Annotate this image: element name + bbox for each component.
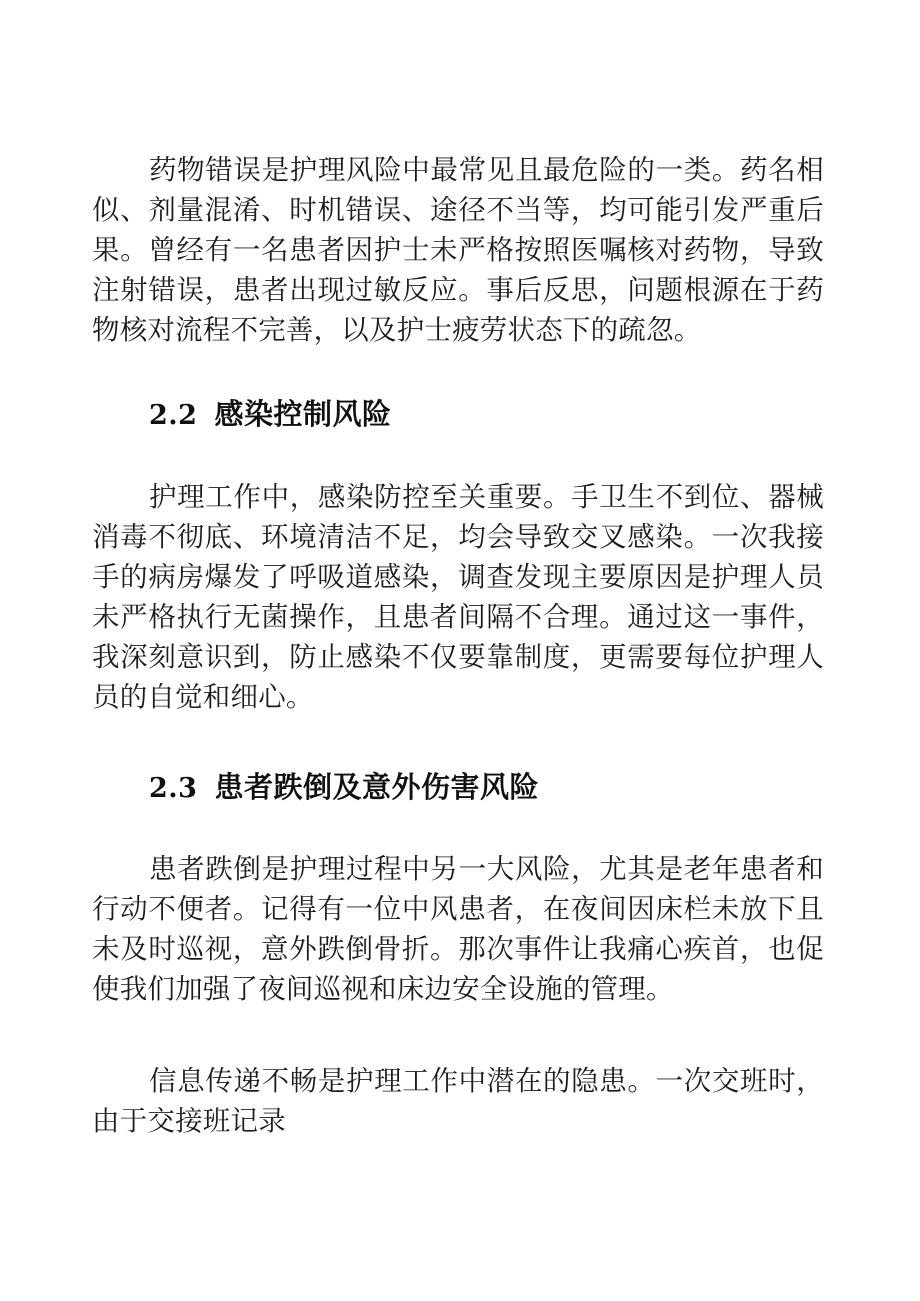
heading-2-2 — [92, 392, 824, 440]
spacer-before-handover-paragraph — [92, 1009, 824, 1061]
heading-2-3-number: 2.3 — [149, 773, 198, 804]
spacer-before-heading-2-2 — [92, 350, 824, 392]
paragraph-information-handover: 信息传递不畅是护理工作中潜在的隐患。一次交班时，由于交接班记录 — [92, 1065, 824, 1137]
heading-2-3 — [92, 765, 824, 813]
heading-2-2-label: 感染控制风险 — [214, 397, 392, 431]
heading-2-3-label: 患者跌倒及意外伤害风险 — [214, 770, 539, 804]
paragraph-patient-fall: 患者跌倒是护理过程中另一大风险，尤其是老年患者和行动不便者。记得有一位中风患者，在夜间因床栏未放下且未及时巡视，意外跌倒骨折。那次事件让我痛心疾首，也促使我们加强了夜间巡视和床边安全设施的管理。 — [92, 853, 824, 1005]
paragraph-infection-control: 护理工作中，感染防控至关重要。手卫生不到位、器械消毒不彻底、环境清洁不足，均会导致交叉感染。一次我接手的病房爆发了呼吸道感染，调查发现主要原因是护理人员未严格执行无菌操作，且患者间隔不合理。通过这一事件，我深刻意识到，防止感染不仅要靠制度，更需要每位护理人员的自觉和细心。 — [92, 481, 824, 713]
document-content — [92, 150, 824, 1141]
spacer-after-heading-2-2 — [92, 440, 824, 477]
spacer-before-heading-2-3 — [92, 717, 824, 765]
paragraph-medication-error: 药物错误是护理风险中最常见且最危险的一类。药名相似、剂量混淆、时机错误、途径不当等，均可能引发严重后果。曾经有一名患者因护士未严格按照医嘱核对药物，导致注射错误，患者出现过敏反应。事后反思，问题根源在于药物核对流程不完善，以及护士疲劳状态下的疏忽。 — [92, 154, 824, 346]
heading-2-2-number: 2.2 — [149, 400, 198, 431]
spacer-after-heading-2-3 — [92, 813, 824, 849]
